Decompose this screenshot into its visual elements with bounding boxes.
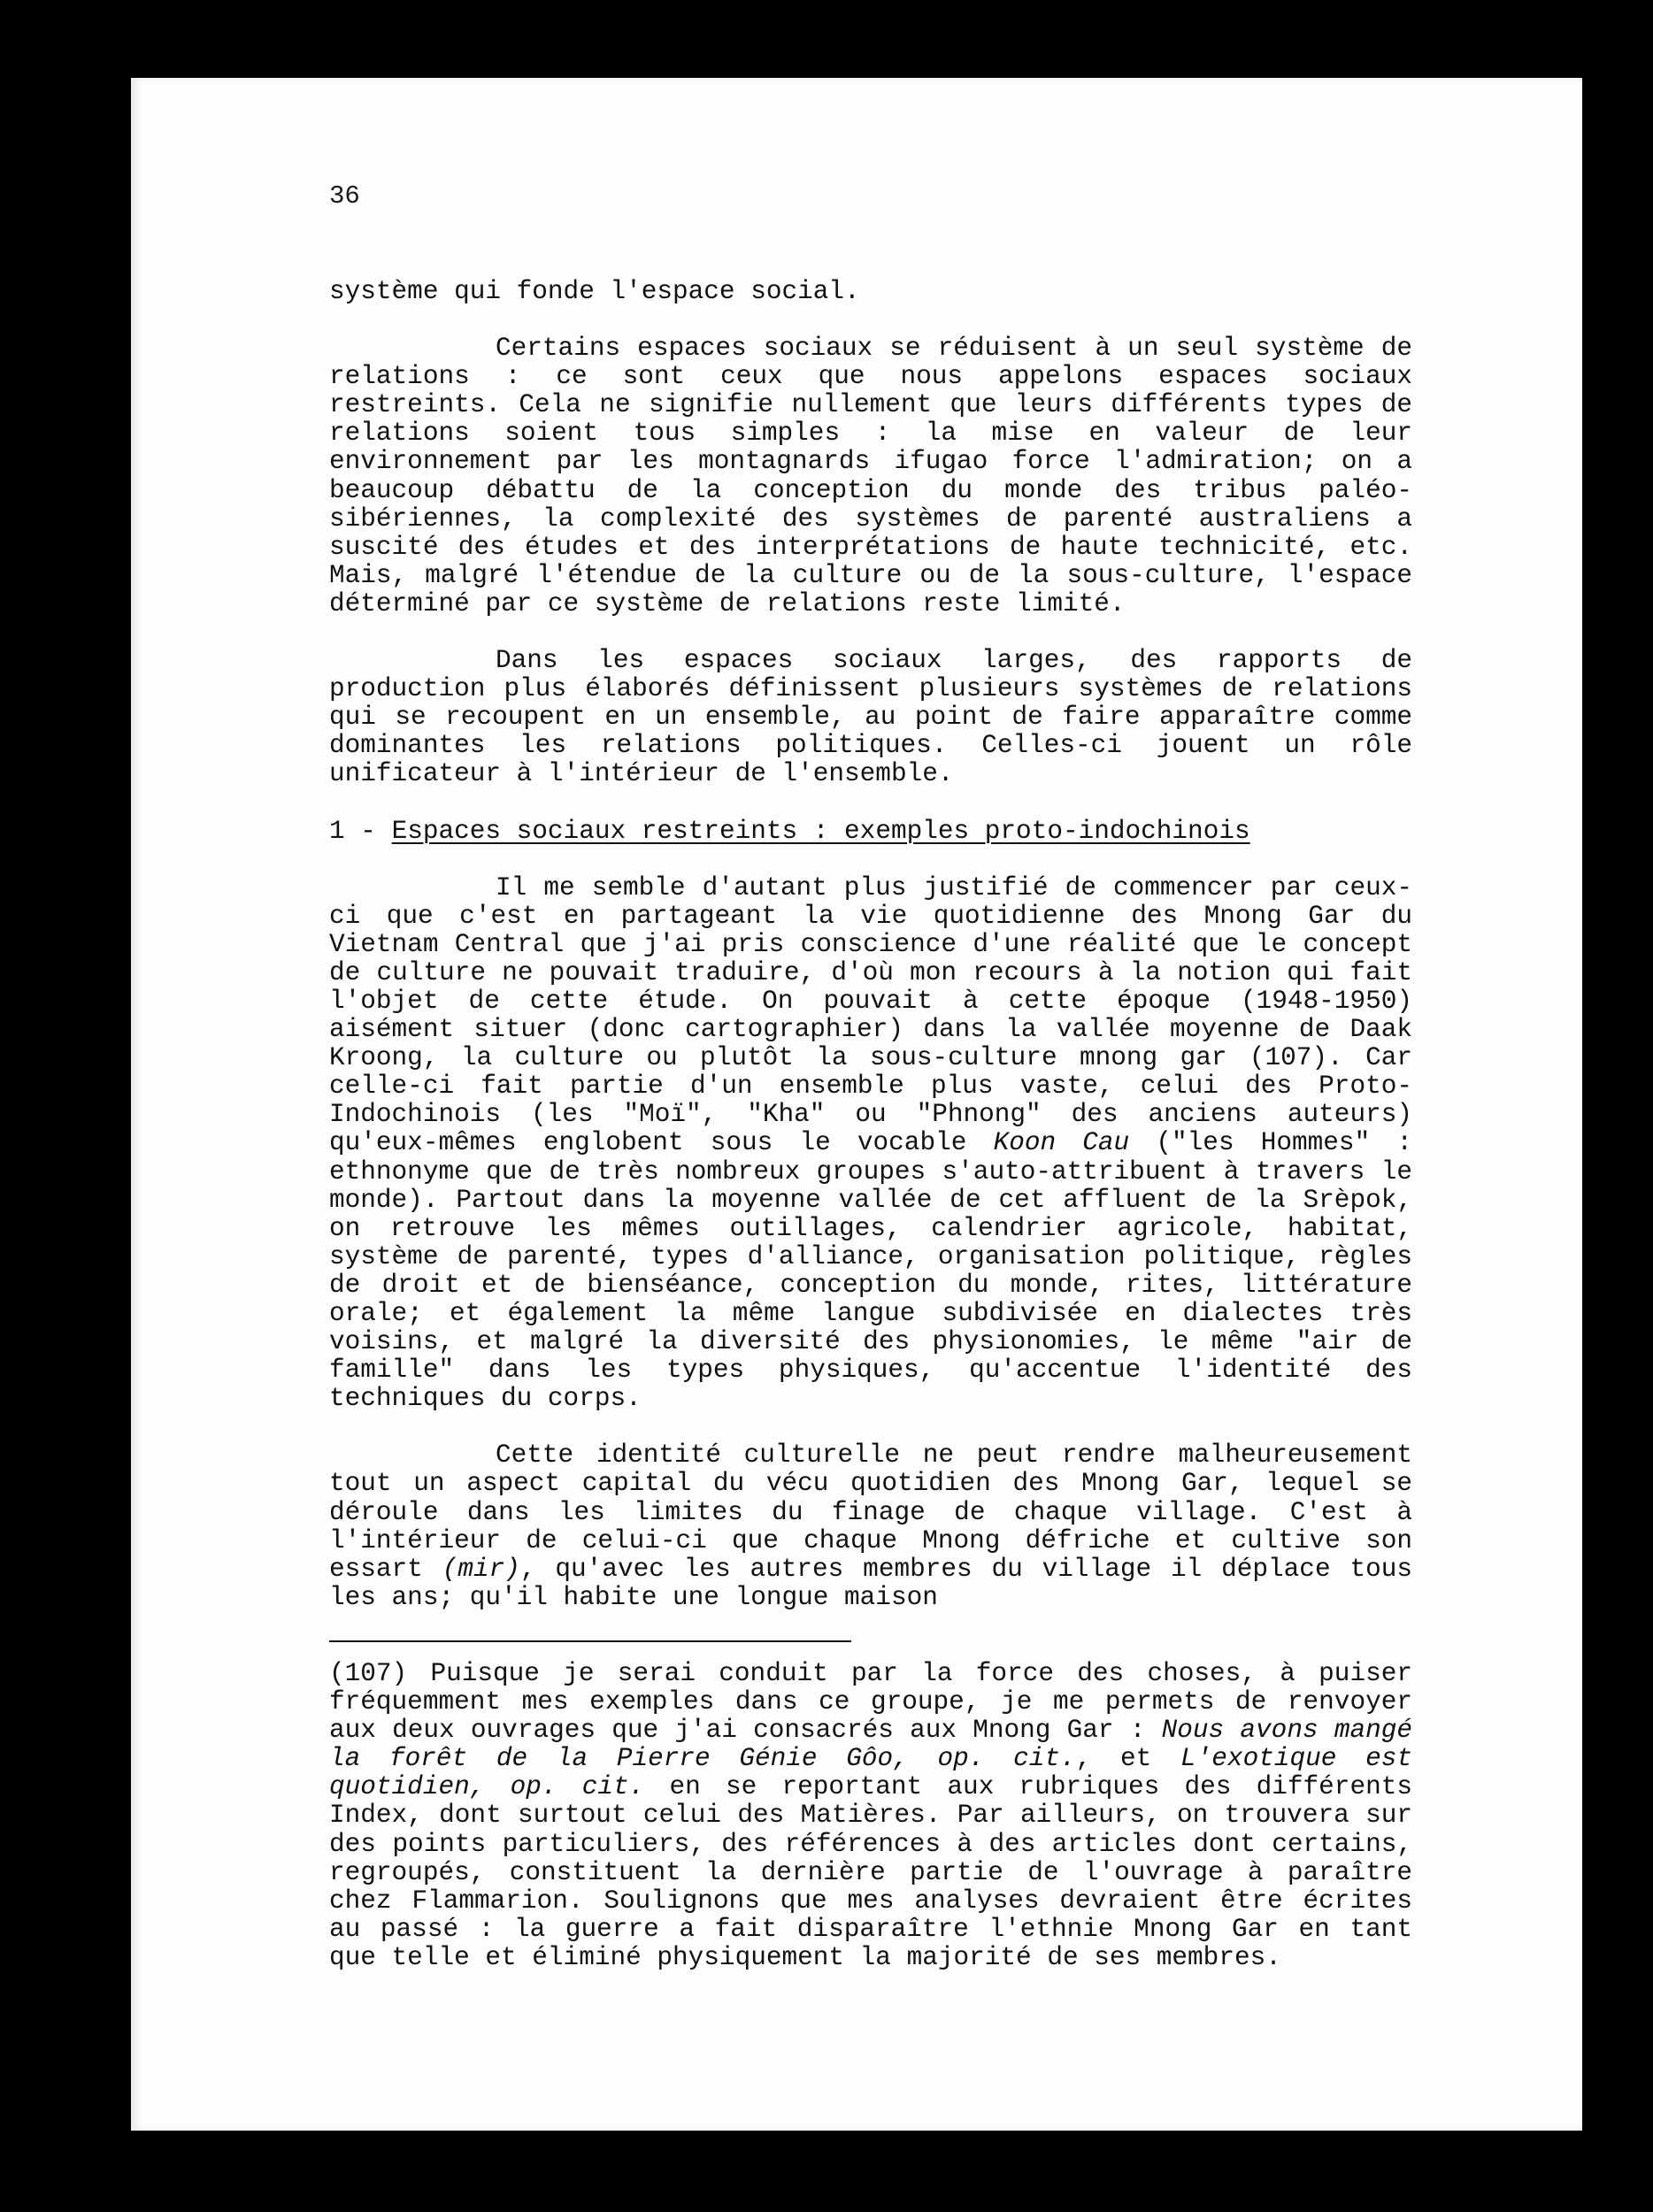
paragraph-restreints: Certains espaces sociaux se réduisent à un seul système de relations : ce sont ceux que nous appelons espaces sociaux restreints. Cela ne signifie nullement que leurs différents types de relations soient tous simples : la mise en valeur de leur environnement par les montagnards ifugao force l'admiration; on a beaucoup débattu de la conception du monde des tribus paléo-sibériennes, la complexité des systèmes de parenté australiens a suscité des études et des interprétations de haute technicité, etc. Mais, malgré l'étendue de la culture ou de la sous-culture, l'espace déterminé par ce système de relations reste limité.	[329, 334, 1412, 618]
section-number: 1 -	[329, 816, 376, 846]
footnote-book-1: Nous avons mangé la forêt de la Pierre Génie Gôo, op. cit.	[329, 1716, 1413, 1774]
paragraph-identite	[329, 1441, 1412, 1612]
paragraph-continuation: système qui fonde l'espace social.	[329, 277, 860, 306]
footnote-text	[329, 1660, 1412, 1972]
footnote-part-a: (107) Puisque je serai conduit par la force des choses, à puiser fréquemment mes exemples dans ce groupe, je me permets de renvoyer aux deux ouvrages que j'ai consacrés aux Mnong Gar :	[329, 1658, 1412, 1746]
koon-cau-term: Koon Cau	[993, 1128, 1130, 1158]
paragraph-identite-text: Cette identité culturelle ne peut rendre malheureusement tout un aspect capital du vécu quotidien des Mnong Gar, lequel se déroule dans les limites du finage de chaque village. C'est à l'intérieur de celui-ci que chaque Mnong défriche et cultive son essart	[329, 1440, 1412, 1584]
section-heading	[329, 818, 1412, 846]
mir-term: (mir)	[442, 1554, 520, 1584]
footnote-107	[329, 1660, 1412, 1972]
footnote-separator	[329, 1640, 851, 1642]
footnote-book-2: L'exotique est quotidien, op. cit.	[329, 1744, 1413, 1802]
paragraph-mnong-gar	[329, 874, 1412, 1414]
section-title: Espaces sociaux restreints : exemples proto-indochinois	[391, 816, 1250, 846]
footnote-part-c: , et	[1075, 1744, 1152, 1774]
paragraph-identite-end: , qu'avec les autres membres du village il déplace tous les ans; qu'il habite une longue maison	[329, 1554, 1412, 1612]
footnote-part-e: en se reportant aux rubriques des différents Index, dont surtout celui des Matières. Par ailleurs, on trouvera sur des points particuliers, des références à des articles dont certains, regroupés, constituent la dernière partie de l'ouvrage à paraître chez Flammarion. Soulignons que mes analyses devraient être écrites au passé : la guerre a fait disparaître l'ethnie Mnong Gar en tant que telle et éliminé physiquement la majorité de ses membres.	[329, 1772, 1412, 1972]
paragraph-larges: Dans les espaces sociaux larges, des rapports de production plus élaborés définissent plusieurs systèmes de relations qui se recoupent en un ensemble, au point de faire apparaître comme dominantes les relations politiques. Celles-ci jouent un rôle unificateur à l'intérieur de l'ensemble.	[329, 646, 1412, 789]
page-body	[329, 278, 1412, 1972]
paragraph-mnong-gar-text: Il me semble d'autant plus justifié de commencer par ceux-ci que c'est en partageant la vie quotidienne des Mnong Gar du Vietnam Central que j'ai pris conscience d'une réalité que le concept de culture ne pouvait traduire, d'où mon recours à la notion qui fait l'objet de cette étude. On pouvait à cette époque (1948-1950) aisément situer (donc cartographier) dans la vallée moyenne de Daak Kroong, la culture ou plutôt la sous-culture mnong gar (107). Car celle-ci fait partie d'un ensemble plus vaste, celui des Proto-Indochinois (les "Moï", "Kha" ou "Phnong" des anciens auteurs) qu'eux-mêmes englobent sous le vocable	[329, 872, 1412, 1158]
paragraph-mnong-gar-end: ("les Hommes" : ethnonyme que de très nombreux groupes s'auto-attribuent à travers le monde). Partout dans la moyenne vallée de cet affluent de la Srèpok, on retrouve les mêmes outillages, calendrier agricole, habitat, système de parenté, types d'alliance, organisation politique, règles de droit et de bienséance, conception du monde, rites, littérature orale; et également la même langue subdivisée en dialectes très voisins, et malgré la diversité des physionomies, le même "air de famille" dans les types physiques, qu'accentue l'identité des techniques du corps.	[329, 1128, 1413, 1414]
page-number: 36	[329, 181, 360, 211]
